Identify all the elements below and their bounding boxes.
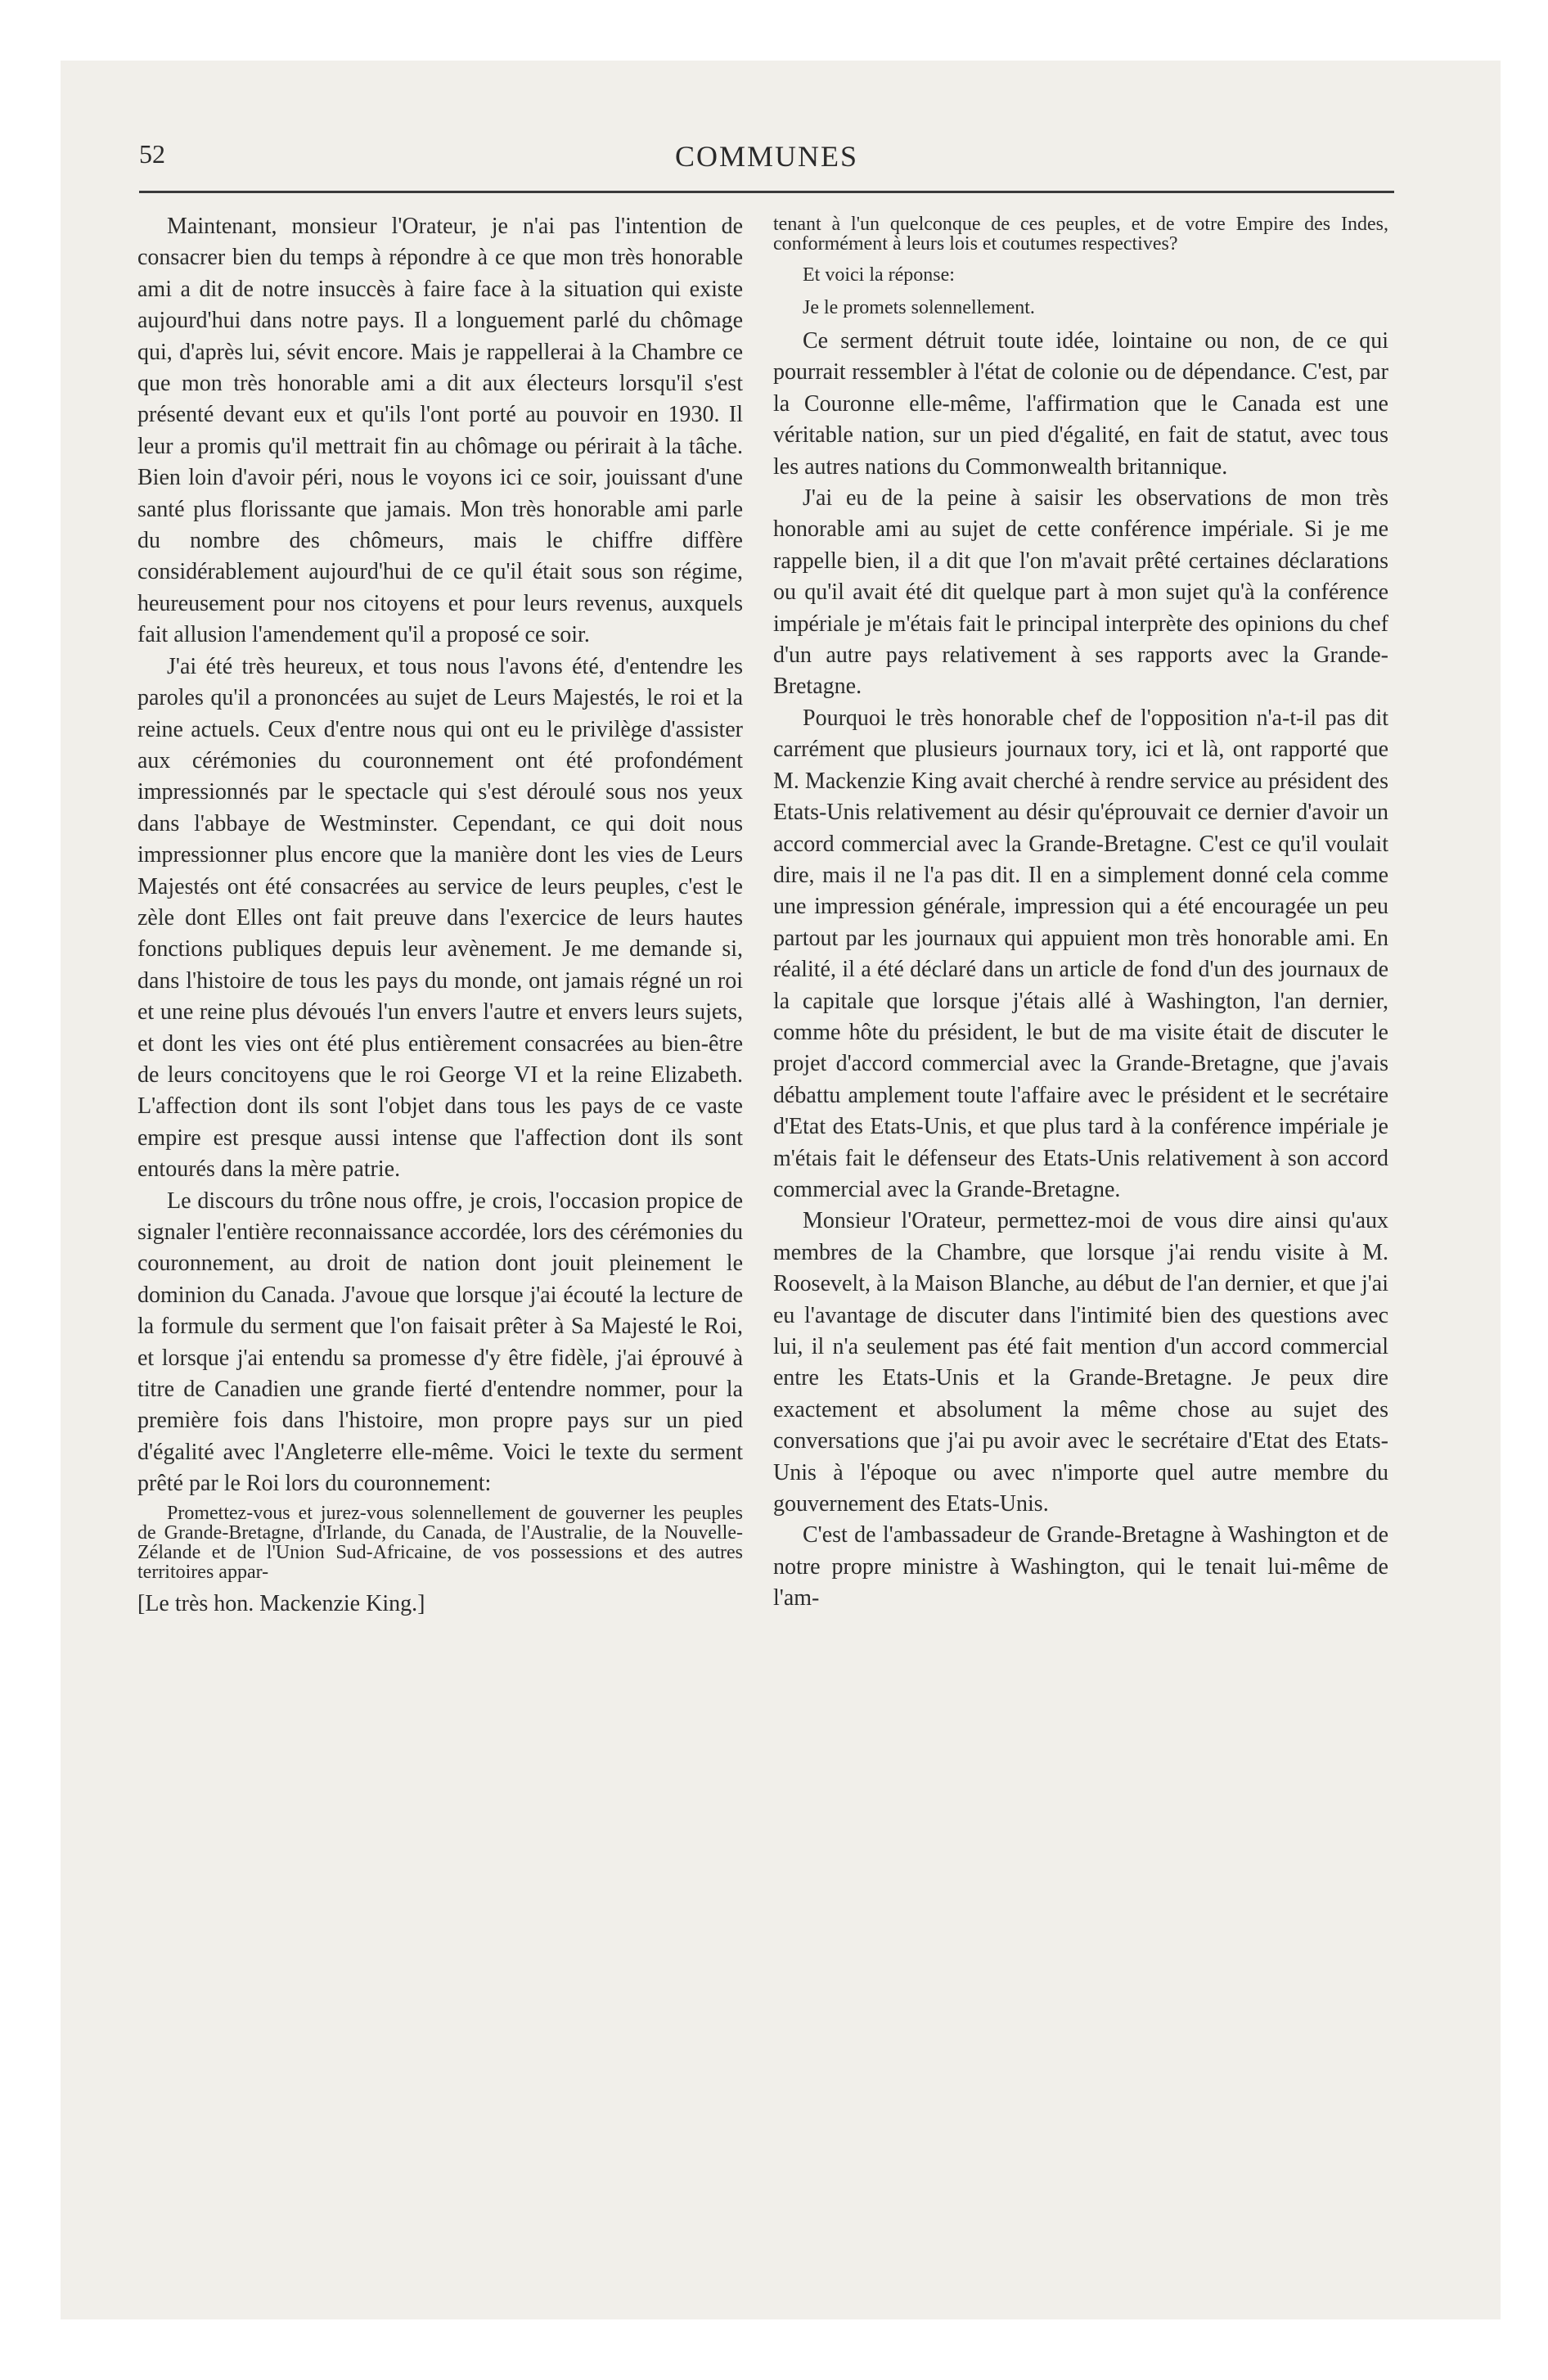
paragraph: C'est de l'ambassadeur de Grande-Bretagne à Washington et de notre propre ministre à Washington, qui le tenait lui-même de l'am- [773, 1522, 1388, 1611]
right-column [773, 211, 1388, 1615]
speaker-note: [Le très hon. Mackenzie King.] [137, 1590, 425, 1616]
paragraph: J'ai été très heureux, et tous nous l'avons été, d'entendre les paroles qu'il a prononcées au sujet de Leurs Majestés, le roi et la reine actuels. Ceux d'entre nous qui ont eu le privilège d'assister aux cérémonies du couronnement ont été profondément impressionnés par le spectacle qui s'est déroulé sous nos yeux dans l'abbaye de Westminster. Cependant, ce qui doit nous impressionner plus encore que la manière dont les vies de Leurs Majestés ont été consacrées au service de leurs peuples, c'est le zèle dont Elles ont fait preuve dans l'exercice de leurs hautes fonctions publiques depuis leur avènement. Je me demande si, dans l'histoire de tous les pays du monde, ont jamais régné un roi et une reine plus dévoués l'un envers l'autre et envers leurs sujets, et dont les vies ont été plus entièrement consacrées au bien-être de leurs concitoyens que le roi George VI et la reine Elizabeth. L'affection dont ils sont l'objet dans tous les pays de ce vaste empire est presque aussi intense que l'affection dont ils sont entourés dans la mère patrie. [137, 653, 743, 1183]
oath-quote: Promettez-vous et jurez-vous solennellement de gouverner les peuples de Grande-Bretagne, d'Irlande, du Canada, de l'Australie, de la Nouvelle-Zélande et de l'Union Sud-Africaine, de vos possessions et des autres territoires appar- [137, 1502, 743, 1583]
page-title: COMMUNES [674, 140, 859, 173]
oath-quote-continuation: tenant à l'un quelconque de ces peuples, et de votre Empire des Indes, conformément à leurs lois et coutumes respectives? [773, 214, 1388, 255]
left-column [137, 211, 743, 1620]
header-rule [139, 191, 1394, 193]
reply-text: Je le promets solennellement. [803, 297, 1035, 318]
paragraph: Pourquoi le très honorable chef de l'opposition n'a-t-il pas dit carrément que plusieurs journaux tory, ici et là, ont rapporté que M. Mackenzie King avait cherché à rendre service au président des Etats-Unis relativement au désir qu'éprouvait ce dernier d'avoir un accord commercial avec la Grande-Bretagne. C'est ce qu'il voulait dire, mais il ne l'a pas dit. Il en a simplement donné cela comme une impression générale, impression qui a été encouragée un peu partout par les journaux qui appuient mon très honorable ami. En réalité, il a été déclaré dans un article de fond d'un des journaux de la capitale que lorsque j'étais allé à Washington, l'an dernier, comme hôte du président, le but de ma visite était de discuter le projet d'accord commercial avec la Grande-Bretagne, que j'avais débattu amplement toute l'affaire avec le président et le secrétaire d'Etat des Etats-Unis, et que plus tard à la conférence impériale je m'étais fait le défenseur des Etats-Unis relativement à son accord commercial avec la Grande-Bretagne. [773, 705, 1388, 1202]
page-header [139, 139, 1394, 188]
paragraph: Ce serment détruit toute idée, lointaine ou non, de ce qui pourrait ressembler à l'état de colonie ou de dépendance. C'est, par la Couronne elle-même, l'affirmation que le Canada est une véritable nation, sur un pied d'égalité, en fait de statut, avec tous les autres nations du Commonwealth britannique. [773, 328, 1388, 480]
page-number: 52 [139, 139, 165, 169]
reply-intro: Et voici la réponse: [803, 264, 955, 286]
paragraph: Le discours du trône nous offre, je crois, l'occasion propice de signaler l'entière reconnaissance accordée, lors des cérémonies du couronnement, au droit de nation dont jouit pleinement le dominion du Canada. J'avoue que lorsque j'ai écouté la lecture de la formule du serment que l'on faisait prêter à Sa Majesté le Roi, et lorsque j'ai entendu sa promesse d'y être fidèle, j'ai éprouvé à titre de Canadien une grande fierté d'entendre nommer, pour la première fois dans l'histoire, mon propre pays sur un pied d'égalité avec l'Angleterre elle-même. Voici le texte du serment prêté par le Roi lors du couronnement: [137, 1188, 743, 1497]
paragraph: J'ai eu de la peine à saisir les observations de mon très honorable ami au sujet de cette conférence impériale. Si je me rappelle bien, il a dit que l'on m'avait prêté certaines déclarations ou qu'il avait été dit quelque part à mon sujet qu'à la conférence impériale je m'étais fait le principal interprète des opinions du chef d'un autre pays relativement à ses rapports avec la Grande-Bretagne. [773, 485, 1388, 700]
paragraph: Monsieur l'Orateur, permettez-moi de vous dire ainsi qu'aux membres de la Chambre, que lorsque j'ai rendu visite à M. Roosevelt, à la Maison Blanche, au début de l'an dernier, et que j'ai eu l'avantage de discuter dans l'intimité bien des questions avec lui, il n'a seulement pas été fait mention d'un accord commercial entre les Etats-Unis et la Grande-Bretagne. Je peux dire exactement et absolument la même chose au sujet des conversations que j'ai pu avoir avec le secrétaire d'Etat des Etats-Unis à l'époque ou avec n'importe quel autre membre du gouvernement des Etats-Unis. [773, 1208, 1388, 1517]
paragraph: Maintenant, monsieur l'Orateur, je n'ai pas l'intention de consacrer bien du temps à répondre à ce que mon très honorable ami a dit de notre insuccès à faire face à la situation qui existe aujourd'hui dans notre pays. Il a longuement parlé du chômage qui, d'après lui, sévit encore. Mais je rappellerai à la Chambre ce que mon très honorable ami a dit aux électeurs lorsqu'il s'est présenté devant eux et qu'ils l'ont porté au pouvoir en 1930. Il leur a promis qu'il mettrait fin au chômage ou périrait à la tâche. Bien loin d'avoir péri, nous le voyons ici ce soir, jouissant d'une santé plus florissante que jamais. Mon très honorable ami parle du nombre des chômeurs, mais le chiffre diffère considérablement aujourd'hui de ce qu'il était sous son régime, heureusement pour nos citoyens et pour leurs revenus, auxquels fait allusion l'amendement qu'il a proposé ce soir. [137, 214, 743, 648]
